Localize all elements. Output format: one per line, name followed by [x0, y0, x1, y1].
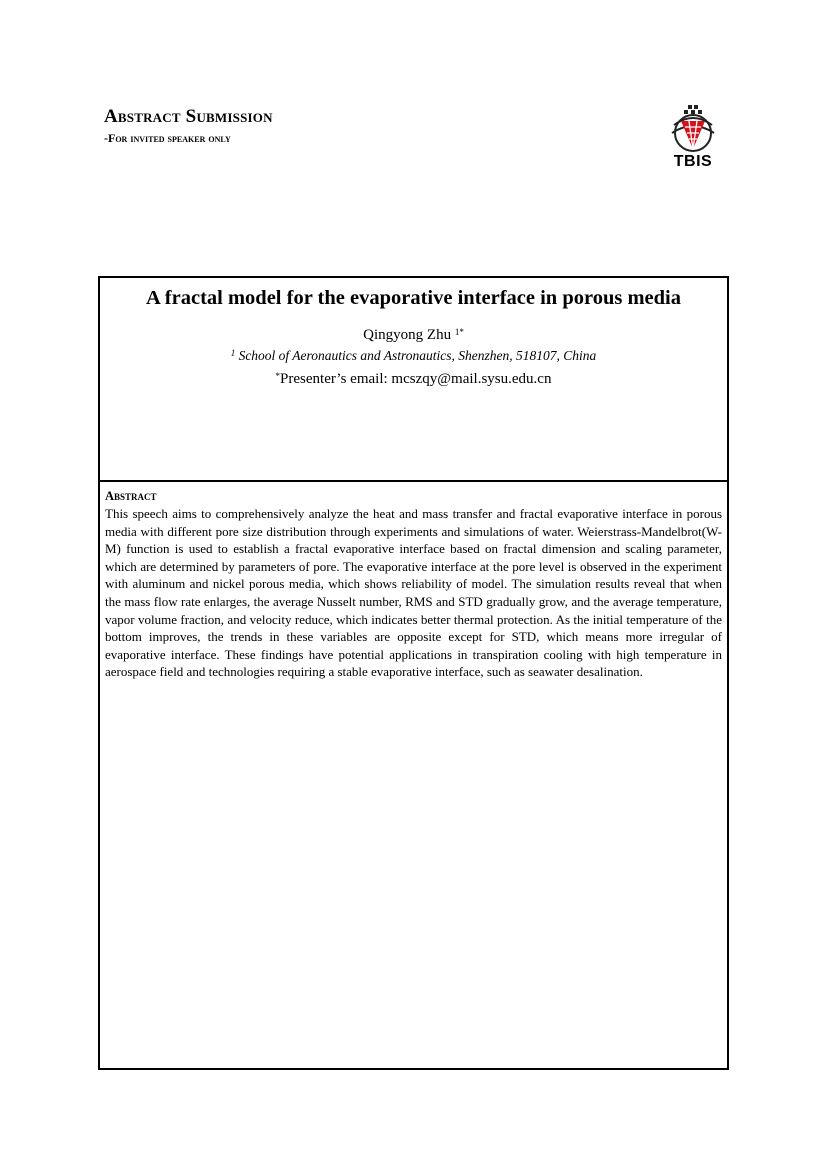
- abstract-frame: [98, 276, 729, 1070]
- submission-subtitle: -For invited speaker only: [104, 131, 231, 145]
- affiliation-line: [100, 347, 727, 365]
- globe-icon: [664, 103, 722, 153]
- email-mark: *: [275, 371, 281, 381]
- email-line: [100, 369, 727, 389]
- author-line: [100, 325, 727, 345]
- tbis-logo: [664, 103, 722, 173]
- paper-title: A fractal model for the evaporative interface in porous media: [146, 287, 681, 309]
- author-marks: 1*: [454, 327, 464, 337]
- affiliation-mark: 1: [230, 348, 236, 358]
- title-section: [100, 278, 727, 482]
- abstract-heading: Abstract: [105, 489, 157, 503]
- affiliation-text: School of Aeronautics and Astronautics, Shenzhen, 518107, China: [235, 348, 597, 363]
- abstract-body: This speech aims to comprehensively analyze the heat and mass transfer and fractal evaporative interface in porous media with different pore size distribution through experiments and simulations of water. Weierstrass-Mandelbrot(W-M) function is used to establish a fractal evaporative interface based on fractal dimension and scaling parameter, which are determined by parameters of pore. The evaporative interface at the pore level is observed in the experiment with aluminum and nickel porous media, which shows reliability of model. The simulation results reveal that when the mass flow rate enlarges, the average Nusselt number, RMS and STD gradually grow, and the average temperature, vapor volume fraction, and velocity reduce, which indicates better thermal protection. As the initial temperature of the bottom improves, the trends in these variables are opposite except for STD, which means more irregular of evaporative interface. These findings have potential applications in transpiration cooling with high temperature in aerospace field and technologies requiring a stable evaporative interface, such as seawater desalination.: [105, 506, 722, 680]
- submission-title: Abstract Submission: [104, 106, 273, 127]
- presenter-email: Presenter’s email: mcszqy@mail.sysu.edu.cn: [280, 371, 552, 387]
- page-header: [104, 106, 273, 146]
- logo-text: TBIS: [673, 153, 713, 170]
- author-name: Qingyong Zhu: [363, 327, 455, 343]
